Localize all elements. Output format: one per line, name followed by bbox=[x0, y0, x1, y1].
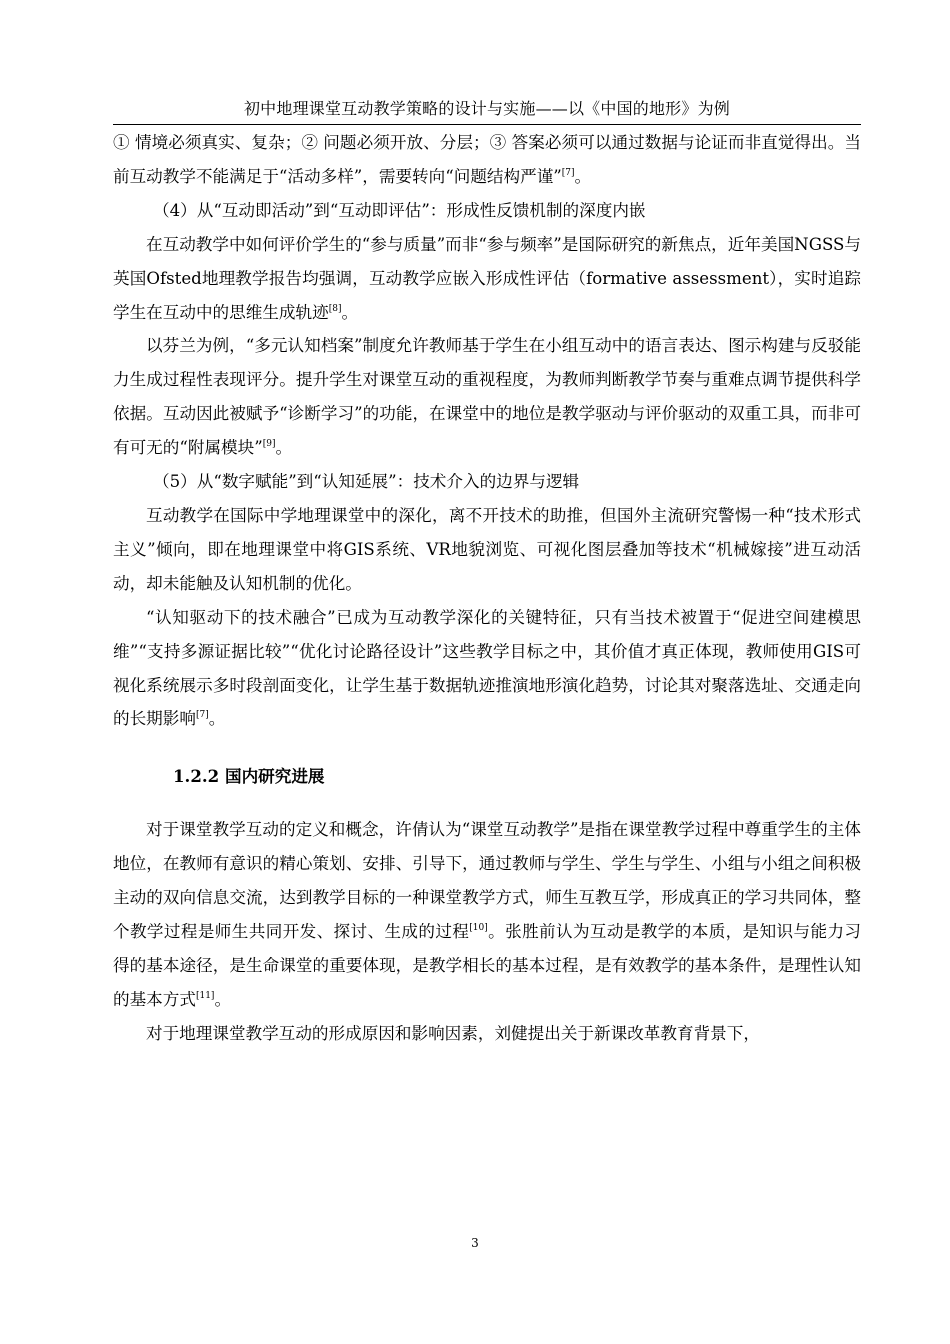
paragraph-text: 对于地理课堂教学互动的形成原因和影响因素，刘健提出关于新课改革教育背景下， bbox=[146, 1023, 760, 1043]
body-text bbox=[113, 126, 861, 1051]
citation-ref: [8] bbox=[328, 303, 342, 314]
page-number: 3 bbox=[471, 1236, 479, 1250]
paragraph-text: 对于课堂教学互动的定义和概念，许倩认为“课堂互动教学”是指在课堂教学过程中尊重学生的主体地位，在教师有意识的精心策划、安排、引导下，通过教师与学生、学生与学生、小组与小组之间积极主动的双向信息交流，达到教学目标的一种课堂教学方式，师生互教互学，形成真正的学习共同体，整个教学过程是师生共同开发、探讨、生成的过程 bbox=[113, 820, 861, 942]
citation-ref: [7] bbox=[561, 167, 575, 178]
paragraph-text: ① 情境必须真实、复杂；② 问题必须开放、分层；③ 答案必须可以通过数据与论证而非直觉得出。当前互动教学不能满足于“活动多样”，需要转向“问题结构严谨” bbox=[113, 133, 861, 186]
paragraph bbox=[113, 499, 861, 601]
citation-ref: [7] bbox=[195, 710, 209, 721]
paragraph-text: 。张胜前认为互动是教学的本质，是知识与能力习得的基本途径，是生命课堂的重要体现，是教学相长的基本过程，是有效教学的基本条件，是理性认知的基本方式 bbox=[113, 922, 862, 1009]
paragraph-text: 。 bbox=[208, 709, 226, 729]
citation-ref: [9] bbox=[262, 439, 276, 450]
paragraph-text: 以芬兰为例，“多元认知档案”制度允许教师基于学生在小组互动中的语言表达、图示构建与反驳能力生成过程性表现评分。提升学生对课堂互动的重视程度，为教师判断教学节奏与重难点调节提供科学依据。互动因此被赋予“诊断学习”的功能，在课堂中的地位是教学驱动与评价驱动的双重工具，而非可有可无的“附属模块” bbox=[113, 336, 861, 458]
citation-ref: [10] bbox=[469, 923, 488, 934]
sub-heading: （5）从“数字赋能”到“认知延展”：技术介入的边界与逻辑 bbox=[153, 472, 580, 492]
paragraph bbox=[113, 126, 861, 194]
paragraph bbox=[113, 1017, 861, 1051]
paragraph-text: 。 bbox=[275, 438, 293, 458]
paragraph-text: 互动教学在国际中学地理课堂中的深化，离不开技术的助推，但国外主流研究警惕一种“技术形式主义”倾向，即在地理课堂中将GIS系统、VR地貌浏览、可视化图层叠加等技术“机械嫁接”进互动活动，却未能触及认知机制的优化。 bbox=[113, 505, 861, 593]
paragraph-text: 在互动教学中如何评价学生的“参与质量”而非“参与频率”是国际研究的新焦点，近年美国NGSS与英国Ofsted地理教学报告均强调，互动教学应嵌入形成性评估（formative assessment），实时追踪学生在互动中的思维生成轨迹 bbox=[113, 234, 861, 322]
paragraph bbox=[113, 329, 861, 465]
sub-heading: （4）从“互动即活动”到“互动即评估”：形成性反馈机制的深度内嵌 bbox=[153, 200, 646, 220]
paragraph-text: 。 bbox=[574, 166, 592, 186]
paragraph bbox=[113, 601, 861, 737]
paragraph-text: 。 bbox=[214, 989, 232, 1009]
paragraph bbox=[113, 228, 861, 330]
running-header: 初中地理课堂互动教学策略的设计与实施——以《中国的地形》为例 bbox=[243, 99, 730, 118]
section-title: 1.2.2 国内研究进展 bbox=[173, 766, 325, 787]
header-rule bbox=[113, 124, 861, 125]
spacer bbox=[113, 791, 861, 813]
paragraph bbox=[113, 813, 861, 1016]
paragraph-text: 。 bbox=[341, 302, 359, 322]
paragraph-text: “认知驱动下的技术融合”已成为互动教学深化的关键特征，只有当技术被置于“促进空间建模思维”“支持多源证据比较”“优化讨论路径设计”这些教学目标之中，其价值才真正体现，教师使用GIS可视化系统展示多时段剖面变化，让学生基于数据轨迹推演地形演化趋势，讨论其对聚落选址、交通走向的长期影响 bbox=[113, 607, 861, 729]
spacer bbox=[113, 736, 861, 761]
citation-ref: [11] bbox=[195, 990, 215, 1001]
